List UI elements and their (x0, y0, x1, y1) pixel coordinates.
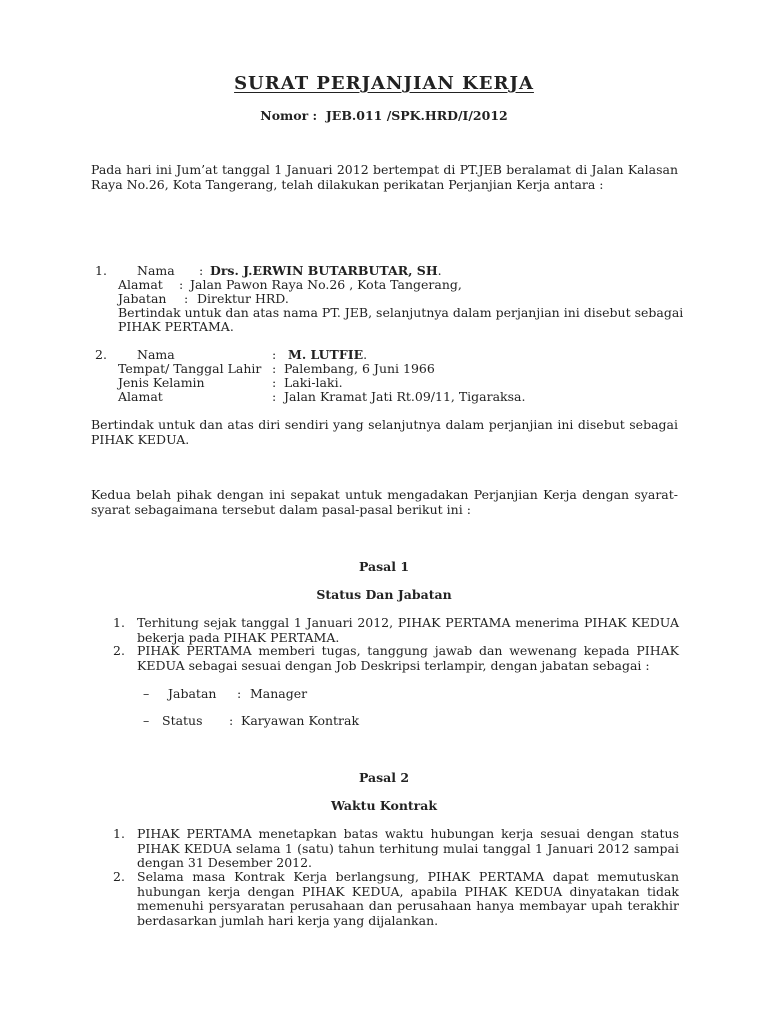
party1-nama-dot: . (437, 263, 442, 278)
party2-ttl-label: Tempat/ Tanggal Lahir (118, 361, 262, 376)
party2-jk-value: Laki-laki. (284, 375, 343, 390)
party2-nama-value: M. LUTFIE (288, 347, 364, 362)
pasal1-item-number: 2. (113, 643, 125, 658)
pasal2-item-text: PIHAK PERTAMA menetapkan batas waktu hubungan kerja sesuai dengan status PIHAK KEDUA selama 1 (satu) tahun terhitung mulai tanggal 1 Januari 2012 sampai dengan 31 Desember 2012. (137, 826, 679, 870)
document-number (0, 108, 768, 123)
document-title: SURAT PERJANJIAN KERJA (234, 73, 534, 94)
pasal1-item-text: Terhitung sejak tanggal 1 Januari 2012, PIHAK PERTAMA menerima PIHAK KEDUA bekerja pada PIHAK PERTAMA. (137, 615, 679, 645)
party1-jabatan-value: Direktur HRD. (197, 291, 289, 306)
party1-statement-line1: Bertindak untuk dan atas nama PT. JEB, selanjutnya dalam perjanjian ini disebut sebagai (118, 305, 684, 320)
party2-ttl-sep: : (272, 361, 277, 376)
intro-paragraph: Pada hari ini Jum’at tanggal 1 Januari 2012 bertempat di PT.JEB beralamat di Jalan Kalasan Raya No.26, Kota Tangerang, telah dilakukan perikatan Perjanjian Kerja antara : (91, 162, 678, 192)
pasal2-subtitle: Waktu Kontrak (330, 798, 438, 813)
jabatan-dash: – (143, 686, 150, 701)
party2-jk-label: Jenis Kelamin (118, 375, 205, 390)
party1-alamat-sep: : (179, 277, 184, 292)
pasal1-title: Pasal 1 (358, 559, 410, 574)
status-value: Karyawan Kontrak (241, 713, 360, 728)
pasal2-item-number: 2. (113, 869, 125, 884)
pasal1-subtitle: Status Dan Jabatan (316, 587, 452, 602)
nomor-label: Nomor : (260, 108, 318, 123)
jabatan-sep: : (237, 686, 242, 701)
party2-nama-label: Nama (137, 347, 175, 362)
party1-nama-sep: : (199, 263, 204, 278)
party2-jk-sep: : (272, 375, 277, 390)
agreement-paragraph: Kedua belah pihak dengan ini sepakat untuk mengadakan Perjanjian Kerja dengan syarat-syarat sebagaimana tersebut dalam pasal-pasal berikut ini : (91, 487, 678, 517)
party1-alamat-label: Alamat (118, 277, 163, 292)
party2-alamat-sep: : (272, 389, 277, 404)
party1-jabatan-label: Jabatan (118, 291, 167, 306)
party1-nama-label: Nama (137, 263, 175, 278)
pasal2-title: Pasal 2 (358, 770, 410, 785)
party2-alamat-label: Alamat (118, 389, 163, 404)
status-dash: – (143, 713, 150, 728)
pasal1-item-text: PIHAK PERTAMA memberi tugas, tanggung jawab dan wewenang kepada PIHAK KEDUA sebagai sesuai dengan Job Deskripsi terlampir, dengan jabatan sebagai : (137, 643, 679, 673)
party2-alamat-value: Jalan Kramat Jati Rt.09/11, Tigaraksa. (284, 389, 526, 404)
status-label: Status (162, 713, 203, 728)
party1-jabatan-sep: : (184, 291, 189, 306)
nomor-value: JEB.011 /SPK.HRD/I/2012 (325, 108, 508, 123)
party2-statement: Bertindak untuk dan atas diri sendiri yang selanjutnya dalam perjanjian ini disebut sebagai PIHAK KEDUA. (91, 417, 678, 447)
jabatan-value: Manager (250, 686, 308, 701)
status-sep: : (229, 713, 234, 728)
party1-alamat-value: Jalan Pawon Raya No.26 , Kota Tangerang, (190, 277, 462, 292)
party2-nama-dot: . (363, 347, 368, 362)
pasal2-item-text: Selama masa Kontrak Kerja berlangsung, PIHAK PERTAMA dapat memutuskan hubungan kerja dengan PIHAK KEDUA, apabila PIHAK KEDUA dinyatakan tidak memenuhi persyaratan perusahaan dan perusahaan hanya membayar upah terakhir berdasarkan jumlah hari kerja yang dijalankan. (137, 869, 679, 928)
pasal1-item-number: 1. (113, 615, 125, 630)
party2-ttl-value: Palembang, 6 Juni 1966 (284, 361, 435, 376)
jabatan-label: Jabatan (168, 686, 217, 701)
party1-nama-value: Drs. J.ERWIN BUTARBUTAR, SH (210, 263, 438, 278)
pasal2-item-number: 1. (113, 826, 125, 841)
party2-number: 2. (95, 347, 107, 362)
pasal2-item (113, 827, 679, 871)
party1-number: 1. (95, 263, 107, 278)
party1-statement-line2: PIHAK PERTAMA. (118, 319, 234, 334)
pasal1-item (113, 644, 679, 673)
pasal1-item (113, 616, 679, 645)
pasal2-item (113, 870, 679, 928)
party2-nama-sep: : (272, 347, 277, 362)
